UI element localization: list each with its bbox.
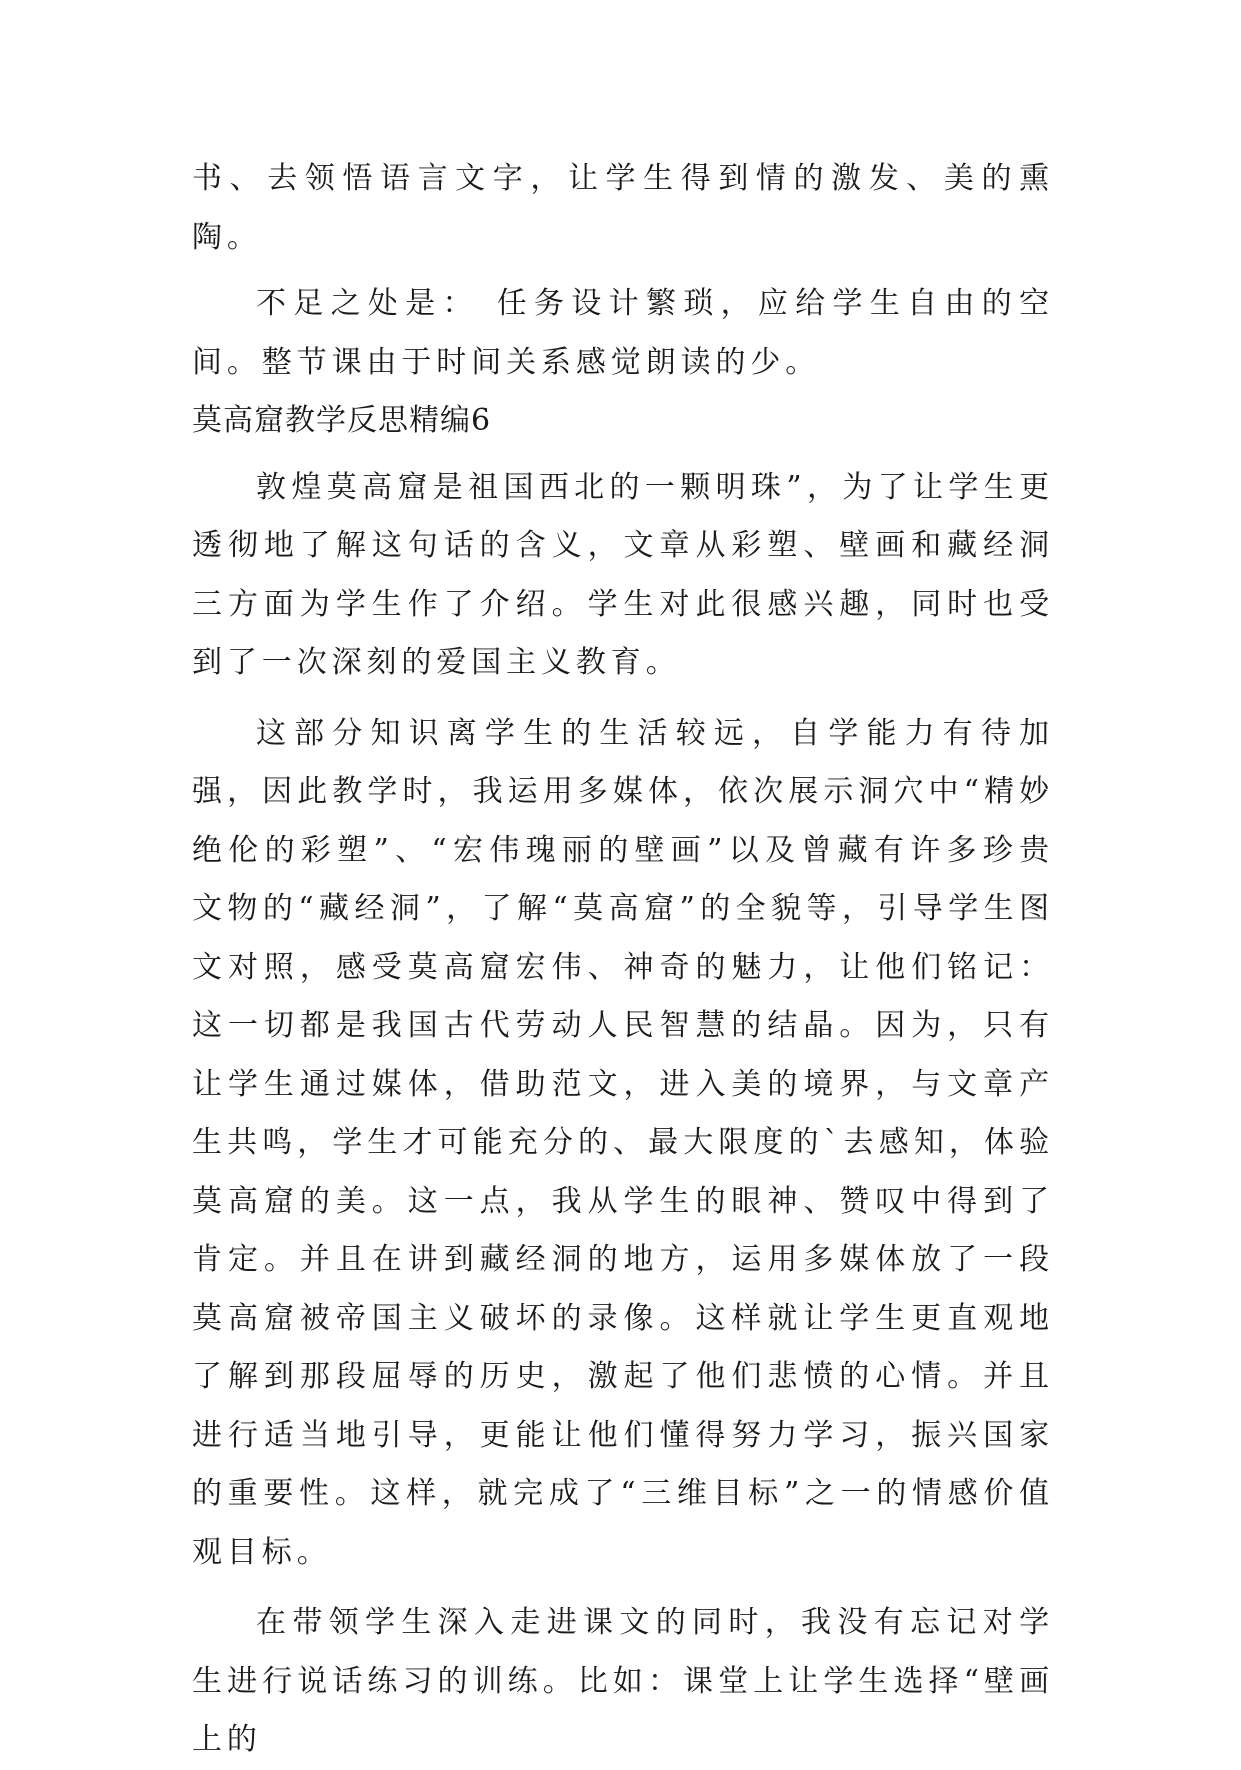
- paragraph-speaking-practice: 在带领学生深入走进课文的同时，我没有忘记对学生进行说话练习的训练。比如：课堂上让学生选择“壁画上的: [192, 1605, 1054, 1757]
- paragraph-shortcomings: 不足之处是： 任务设计繁琐，应给学生自由的空间。整节课由于时间关系感觉朗读的少。: [192, 286, 1054, 380]
- document-body: [192, 150, 1054, 1770]
- paragraph-intro: 敦煌莫高窟是祖国西北的一颗明珠”，为了让学生更透彻地了解这句话的含义，文章从彩塑、壁画和藏经洞三方面为学生作了介绍。学生对此很感兴趣，同时也受到了一次深刻的爱国主义教育。: [192, 469, 1054, 680]
- paragraph-multimedia: 这部分知识离学生的生活较远，自学能力有待加强，因此教学时，我运用多媒体，依次展示洞穴中“精妙绝伦的彩塑”、“宏伟瑰丽的壁画”以及曾藏有许多珍贵文物的“藏经洞”，了解“莫高窟”的全貌等，引导学生图文对照，感受莫高窟宏伟、神奇的魅力，让他们铭记：这一切都是我国古代劳动人民智慧的结晶。因为，只有让学生通过媒体，借助范文，进入美的境界，与文章产生共鸣，学生才可能充分的、最大限度的`去感知，体验莫高窟的美。这一点，我从学生的眼神、赞叹中得到了肯定。并且在讲到藏经洞的地方，运用多媒体放了一段莫高窟被帝国主义破坏的录像。这样就让学生更直观地了解到那段屈辱的历史，激起了他们悲愤的心情。并且进行适当地引导，更能让他们懂得努力学习，振兴国家的重要性。这样，就完成了“三维目标”之一的情感价值观目标。: [192, 715, 1054, 1570]
- section-heading: 莫高窟教学反思精编6: [192, 403, 492, 438]
- paragraph-continuation: 书、去领悟语言文字，让学生得到情的激发、美的熏陶。: [192, 161, 1054, 255]
